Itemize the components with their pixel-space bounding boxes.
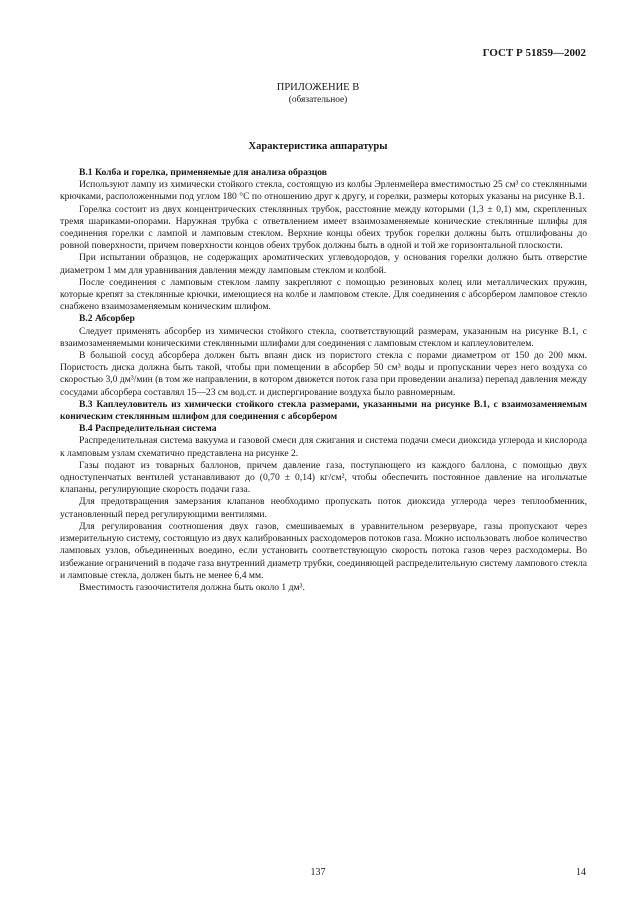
page-number-right: 14 [576,867,586,878]
paragraph: При испытании образцов, не содержащих ароматических углеводородов, у основания горелки должно быть отверстие диаметром 1 мм для уравнивания давления между ламповым стеклом и колбой. [60,252,587,276]
paragraph: Для предотвращения замерзания клапанов необходимо пропускать поток диоксида углерода через теплообменник, установленный перед регулирующими вентилями. [60,496,587,520]
document-body [60,167,587,594]
appendix-note: (обязательное) [288,95,348,105]
paragraph: Следует применять абсорбер из химически стойкого стекла, соответствующий размерам, указанным на рисунке В.1, с взаимозаменяемыми коническими стеклянными шлифами для соединения с ламповым стеклом и каплеуловителем. [60,325,587,349]
standard-number: ГОСТ Р 51859—2002 [482,47,586,59]
paragraph: Распределительная система вакуума и газовой смеси для сжигания и система подачи смеси диоксида углерода и кислорода к ламповым узлам схематично представлена на рисунке 2. [60,435,587,459]
paragraph: Используют лампу из химически стойкого стекла, состоящую из колбы Эрленмейера вместимостью 25 см³ со стеклянными крючками, расположенными под углом 180 °С по отношению друг к другу, и горелки, размеры которых указаны на рисунке В.1. [60,179,587,203]
heading-b1: В.1 Колба и горелка, применяемые для анализа образцов [79,167,327,178]
heading-b3: В.3 Каплеуловитель из химически стойкого стекла размерами, указанными на рисунке В.1, с взаимозаменяемым коническим стеклянным шлифом для соединения с абсорбером [60,398,587,423]
paragraph: После соединения с ламповым стеклом лампу закрепляют с помощью резиновых колец или металлических пружин, которые крепят за стеклянные крючки, имеющиеся на колбе и ламповом стекле. Для соединения с абсорбером ламповое стекло снабжено взаимозаменяемым коническим шлифом. [60,276,587,313]
paragraph: Для регулирования соотношения двух газов, смешиваемых в уравнительном резервуаре, газы пропускают через измерительную систему, состоящую из двух калиброванных расходомеров потоков газа. Можно использовать любое количество ламповых узлов, объединенных воедино, если установить соответствующую скорость потока газов через расходомеры. Во избежание ограничений в подаче газа внутренний диаметр трубки, соединяющей распределительную систему лампового стекла и ламповые стекла, должен быть не менее 6,4 мм. [60,520,587,581]
heading-b4: В.4 Распределительная система [79,423,217,435]
heading-b2: В.2 Абсорбер [79,313,135,325]
appendix-heading [0,82,636,106]
paragraph: В большой сосуд абсорбера должен быть впаян диск из пористого стекла с порами диаметром от 150 до 200 мкм. Пористость диска должна быть такой, чтобы при помещении в абсорбер 50 см³ воды и пропускании через него воздуха со скоростью 3,0 дм³/мин (в том же направлении, в котором движется поток газа при проведении анализа) перепад давления между сосудами абсорбера составлял 15—23 см вод.ст. и диспергирование воздуха было равномерным. [60,350,587,398]
paragraph: Газы подают из товарных баллонов, причем давление газа, поступающего из каждого баллона, с помощью двух одноступенчатых вентилей устанавливают до (0,70 ± 0,14) кг/см², чтобы обеспечить постоянное давление на игольчатые клапаны, регулирующие скорость подачи газа. [60,459,587,496]
paragraph: Вместимость газоочистителя должна быть около 1 дм³. [79,581,305,593]
section-title: Характеристика аппаратуры [248,141,388,152]
appendix-title: ПРИЛОЖЕНИЕ В [276,82,360,93]
page-number-center: 137 [310,867,326,878]
paragraph: Горелка состоит из двух концентрических стеклянных трубок, расстояние между которыми (1,3 ± 0,1) мм, скрепленных тремя шариками-опорами. Наружная трубка с ответвлением имеет взаимозаменяемые конические стеклянные шлифы для соединения горелки с лампой и ламповым стеклом. Верхние концы обеих трубок горелки должны быть отшлифованы до ровной поверхности, причем поверхности концов обеих трубок должны быть в одной и той же горизонтальной плоскости. [60,203,587,252]
